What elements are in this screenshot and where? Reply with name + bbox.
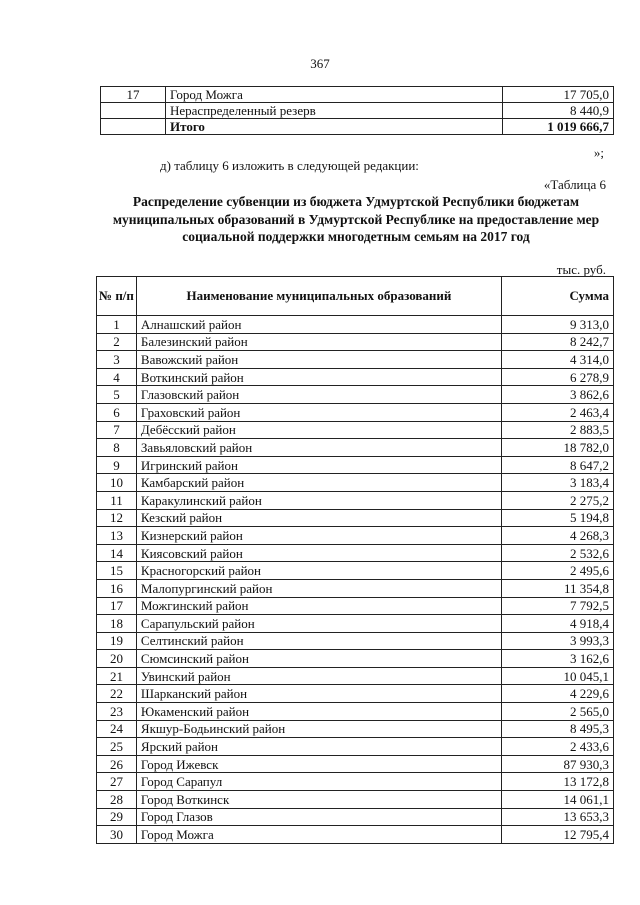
cell-num: 3 xyxy=(97,351,137,369)
header-sum: Сумма xyxy=(502,277,614,316)
cell-num: 14 xyxy=(97,544,137,562)
cell-name: Кезский район xyxy=(136,509,501,527)
cell-sum: 3 162,6 xyxy=(502,650,614,668)
closing-quote: »; xyxy=(593,145,604,160)
cell-num: 8 xyxy=(97,439,137,457)
cell-name: Можгинский район xyxy=(136,597,501,615)
previous-table-body xyxy=(101,87,614,135)
cell-num: 1 xyxy=(97,316,137,334)
cell-num: 17 xyxy=(97,597,137,615)
cell-num: 16 xyxy=(97,579,137,597)
cell-name: Ярский район xyxy=(136,738,501,756)
cell-num: 22 xyxy=(97,685,137,703)
cell-num: 13 xyxy=(97,527,137,545)
cell-num: 30 xyxy=(97,826,137,844)
cell-sum: 1 019 666,7 xyxy=(503,119,614,135)
table-row xyxy=(97,527,614,545)
cell-num: 12 xyxy=(97,509,137,527)
cell-name: Итого xyxy=(166,119,503,135)
cell-sum: 5 194,8 xyxy=(502,509,614,527)
cell-name: Воткинский район xyxy=(136,368,501,386)
table-body xyxy=(97,316,614,844)
cell-num: 27 xyxy=(97,773,137,791)
previous-table-tail xyxy=(100,86,614,135)
table-row xyxy=(97,474,614,492)
table-row xyxy=(97,351,614,369)
table-row xyxy=(101,103,614,119)
table-row xyxy=(97,368,614,386)
cell-sum: 8 242,7 xyxy=(502,333,614,351)
cell-sum: 17 705,0 xyxy=(503,87,614,103)
table-row xyxy=(97,421,614,439)
cell-sum: 4 918,4 xyxy=(502,615,614,633)
cell-num: 20 xyxy=(97,650,137,668)
cell-sum: 10 045,1 xyxy=(502,667,614,685)
table-row xyxy=(97,456,614,474)
table-row xyxy=(97,755,614,773)
header-num: № п/п xyxy=(97,277,137,316)
cell-name: Селтинский район xyxy=(136,632,501,650)
cell-num: 19 xyxy=(97,632,137,650)
cell-name: Сарапульский район xyxy=(136,615,501,633)
cell-sum: 2 433,6 xyxy=(502,738,614,756)
table-row xyxy=(97,316,614,334)
cell-num: 4 xyxy=(97,368,137,386)
cell-name: Балезинский район xyxy=(136,333,501,351)
cell-num: 29 xyxy=(97,808,137,826)
cell-name: Нераспределенный резерв xyxy=(166,103,503,119)
subvention-table xyxy=(96,276,614,844)
cell-sum: 2 495,6 xyxy=(502,562,614,580)
cell-sum: 2 565,0 xyxy=(502,703,614,721)
cell-sum: 87 930,3 xyxy=(502,755,614,773)
table-row xyxy=(97,579,614,597)
cell-name: Город Можга xyxy=(166,87,503,103)
header-name: Наименование муниципальных образований xyxy=(136,277,501,316)
cell-num: 26 xyxy=(97,755,137,773)
cell-num xyxy=(101,103,166,119)
cell-name: Глазовский район xyxy=(136,386,501,404)
cell-sum: 8 440,9 xyxy=(503,103,614,119)
table-row xyxy=(97,509,614,527)
cell-sum: 4 314,0 xyxy=(502,351,614,369)
cell-sum: 3 993,3 xyxy=(502,632,614,650)
cell-name: Город Можга xyxy=(136,826,501,844)
table-row xyxy=(97,403,614,421)
units-label: тыс. руб. xyxy=(556,262,606,277)
table-label: «Таблица 6 xyxy=(543,177,606,192)
cell-name: Дебёсский район xyxy=(136,421,501,439)
cell-num: 9 xyxy=(97,456,137,474)
cell-sum: 13 653,3 xyxy=(502,808,614,826)
table-row xyxy=(97,439,614,457)
cell-num: 17 xyxy=(101,87,166,103)
cell-sum: 8 495,3 xyxy=(502,720,614,738)
cell-name: Город Глазов xyxy=(136,808,501,826)
cell-name: Граховский район xyxy=(136,403,501,421)
cell-sum: 6 278,9 xyxy=(502,368,614,386)
table-row xyxy=(97,703,614,721)
table-row xyxy=(97,826,614,844)
cell-num: 18 xyxy=(97,615,137,633)
cell-name: Город Сарапул xyxy=(136,773,501,791)
cell-num: 10 xyxy=(97,474,137,492)
cell-sum: 2 532,6 xyxy=(502,544,614,562)
table-row xyxy=(97,386,614,404)
cell-name: Вавожский район xyxy=(136,351,501,369)
cell-name: Алнашский район xyxy=(136,316,501,334)
table-row xyxy=(101,87,614,103)
cell-name: Завьяловский район xyxy=(136,439,501,457)
cell-name: Увинский район xyxy=(136,667,501,685)
cell-sum: 8 647,2 xyxy=(502,456,614,474)
cell-sum: 9 313,0 xyxy=(502,316,614,334)
cell-name: Город Воткинск xyxy=(136,791,501,809)
cell-sum: 2 275,2 xyxy=(502,491,614,509)
cell-name: Шарканский район xyxy=(136,685,501,703)
cell-num: 25 xyxy=(97,738,137,756)
table-row xyxy=(97,632,614,650)
cell-sum: 3 183,4 xyxy=(502,474,614,492)
cell-name: Кизнерский район xyxy=(136,527,501,545)
cell-num: 23 xyxy=(97,703,137,721)
cell-sum: 4 268,3 xyxy=(502,527,614,545)
cell-num: 2 xyxy=(97,333,137,351)
cell-num: 6 xyxy=(97,403,137,421)
table-row xyxy=(97,720,614,738)
cell-num: 24 xyxy=(97,720,137,738)
table-header xyxy=(97,277,614,316)
cell-num: 21 xyxy=(97,667,137,685)
cell-name: Сюмсинский район xyxy=(136,650,501,668)
cell-num xyxy=(101,119,166,135)
cell-sum: 3 862,6 xyxy=(502,386,614,404)
table-row xyxy=(101,119,614,135)
table-row xyxy=(97,773,614,791)
cell-num: 28 xyxy=(97,791,137,809)
cell-name: Юкаменский район xyxy=(136,703,501,721)
cell-sum: 18 782,0 xyxy=(502,439,614,457)
cell-num: 5 xyxy=(97,386,137,404)
cell-name: Якшур-Бодьинский район xyxy=(136,720,501,738)
table-row xyxy=(97,562,614,580)
cell-name: Красногорский район xyxy=(136,562,501,580)
table-row xyxy=(97,491,614,509)
table-row xyxy=(97,791,614,809)
table-title: Распределение субвенции из бюджета Удмуртской Республики бюджетам муниципальных образований в Удмуртской Республике на предоставление мер социальной поддержки многодетным семьям на 2017 год xyxy=(112,194,600,244)
cell-name: Камбарский район xyxy=(136,474,501,492)
table-row xyxy=(97,333,614,351)
table-row xyxy=(97,615,614,633)
cell-sum: 11 354,8 xyxy=(502,579,614,597)
page-number: 367 xyxy=(310,56,330,71)
instruction-text: д) таблицу 6 изложить в следующей редакции: xyxy=(160,158,419,173)
cell-sum: 2 883,5 xyxy=(502,421,614,439)
cell-sum: 4 229,6 xyxy=(502,685,614,703)
cell-sum: 14 061,1 xyxy=(502,791,614,809)
cell-num: 15 xyxy=(97,562,137,580)
cell-name: Малопургинский район xyxy=(136,579,501,597)
cell-name: Игринский район xyxy=(136,456,501,474)
table-row xyxy=(97,738,614,756)
cell-sum: 13 172,8 xyxy=(502,773,614,791)
table-row xyxy=(97,544,614,562)
header-row xyxy=(97,277,614,316)
table-row xyxy=(97,650,614,668)
table-row xyxy=(97,808,614,826)
cell-sum: 12 795,4 xyxy=(502,826,614,844)
cell-num: 7 xyxy=(97,421,137,439)
cell-name: Город Ижевск xyxy=(136,755,501,773)
cell-name: Киясовский район xyxy=(136,544,501,562)
cell-sum: 7 792,5 xyxy=(502,597,614,615)
cell-sum: 2 463,4 xyxy=(502,403,614,421)
table-row xyxy=(97,667,614,685)
table-row xyxy=(97,597,614,615)
cell-name: Каракулинский район xyxy=(136,491,501,509)
table-row xyxy=(97,685,614,703)
cell-num: 11 xyxy=(97,491,137,509)
